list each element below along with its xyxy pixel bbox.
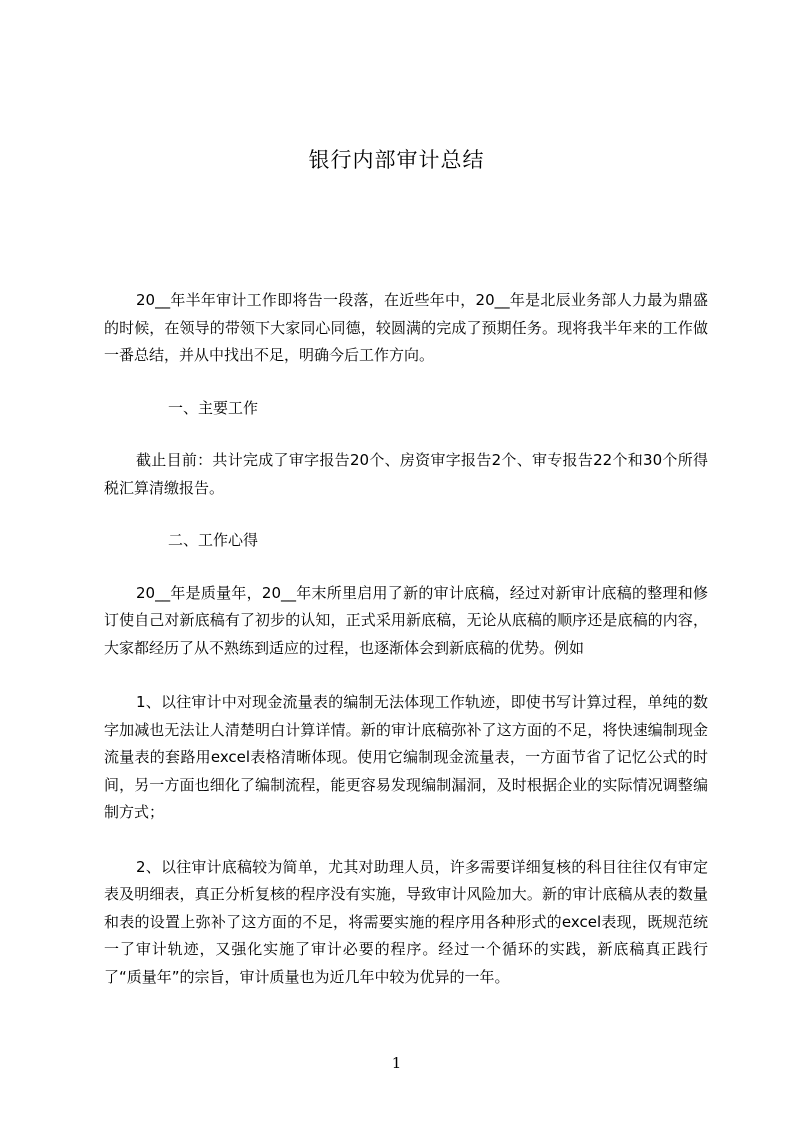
section-heading-experience: 二、工作心得	[168, 531, 259, 549]
main-work-paragraph: 截止目前：共计完成了审字报告20个、房资审字报告2个、审专报告22个和30个所得税汇算清缴报告。	[104, 451, 708, 497]
experience-intro-paragraph: 20__年是质量年，20__年末所里启用了新的审计底稿，经过对新审计底稿的整理和修订使自己对新底稿有了初步的认知，正式采用新底稿，无论从底稿的顺序还是底稿的内容，大家都经历了从不熟练到适应的过程，也逐渐体会到新底稿的优势。例如	[104, 583, 708, 657]
point-1-paragraph: 1、以往审计中对现金流量表的编制无法体现工作轨迹，即使书写计算过程，单纯的数字加减也无法让人清楚明白计算详情。新的审计底稿弥补了这方面的不足，将快速编制现金流量表的套路用excel表格清晰体现。使用它编制现金流量表，一方面节省了记忆公式的时间，另一方面也细化了编制流程，能更容易发现编制漏洞，及时根据企业的实际情况调整编制方式；	[104, 693, 708, 821]
section-heading-main-work: 一、主要工作	[168, 398, 259, 417]
document-title: 银行内部审计总结	[308, 148, 485, 172]
page-number: 1	[391, 1054, 402, 1072]
document-body	[104, 287, 708, 991]
point-2-paragraph: 2、以往审计底稿较为简单，尤其对助理人员，许多需要详细复核的科目往往仅有审定表及明细表，真正分析复核的程序没有实施，导致审计风险加大。新的审计底稿从表的数量和表的设置上弥补了这方面的不足，将需要实施的程序用各种形式的excel表现，既规范统一了审计轨迹，又强化实施了审计必要的程序。经过一个循环的实践，新底稿真正践行了“质量年”的宗旨，审计质量也为近几年中较为优异的一年。	[104, 857, 708, 986]
intro-paragraph: 20__年半年审计工作即将告一段落，在近些年中，20__年是北辰业务部人力最为鼎盛的时候，在领导的带领下大家同心同德，较圆满的完成了预期任务。现将我半年来的工作做一番总结，并从中找出不足，明确今后工作方向。	[104, 291, 708, 364]
